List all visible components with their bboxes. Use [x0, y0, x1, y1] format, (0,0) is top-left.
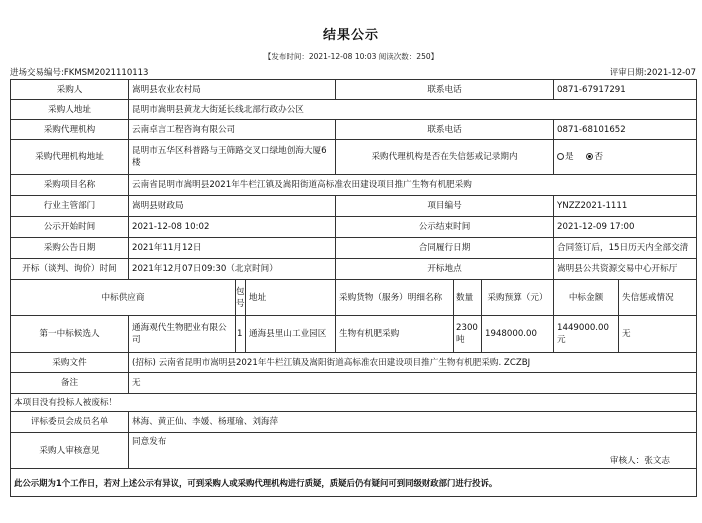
footer-note: 此公示期为1个工作日，若对上述公示有异议，可到采购人或采购代理机构进行质疑，质疑后仍有疑问可到同级财政部门进行投诉。: [11, 469, 697, 497]
trade-number: 进场交易编号:FKMSM2021110113: [10, 68, 149, 78]
radio-selected-icon: [586, 153, 593, 160]
row-agency-address: [11, 140, 697, 175]
row-purchaser: [11, 80, 697, 100]
end-time-value: 2021-12-09 17:00: [554, 217, 697, 238]
candidate-address: 通海县里山工业园区: [246, 316, 336, 353]
agency-phone: 0871-68101652: [554, 120, 697, 140]
candidate-budget: 1948000.00: [482, 316, 554, 353]
documents-label: 采购文件: [11, 353, 129, 373]
purchaser-address-label: 采购人地址: [11, 100, 129, 120]
opening-place-value: 嵩明县公共资源交易中心开标厅: [554, 259, 697, 280]
agency-value: 云南卓言工程咨询有限公司: [129, 120, 336, 140]
agency-phone-label: 联系电话: [336, 120, 554, 140]
row-documents: [11, 353, 697, 373]
contract-date-label: 合同履行日期: [336, 238, 554, 259]
candidate-rank: 第一中标候选人: [11, 316, 129, 353]
department-label: 行业主管部门: [11, 196, 129, 217]
publish-info: 【发布时间：2021-12-08 10:03 阅读次数：250】: [263, 52, 439, 61]
agency-label: 采购代理机构: [11, 120, 129, 140]
opinion-cell: [129, 433, 697, 469]
bid-table-row: [11, 316, 697, 353]
opening-time-label: 开标（谈判、询价）时间: [11, 259, 129, 280]
credit-check-label: 采购代理机构是否在失信惩戒记录期内: [336, 140, 554, 175]
notice-date-value: 2021年11月12日: [129, 238, 336, 259]
row-remarks: [11, 373, 697, 394]
remarks-label: 备注: [11, 373, 129, 394]
purchaser-label: 采购人: [11, 80, 129, 100]
project-number-value: YNZZ2021-1111: [554, 196, 697, 217]
opening-place-label: 开标地点: [336, 259, 554, 280]
header-goods: 采购货物（服务）明细名称: [336, 280, 454, 316]
row-department: [11, 196, 697, 217]
start-time-value: 2021-12-08 10:02: [129, 217, 336, 238]
purchaser-address-value: 昆明市嵩明县黄龙大街延长线北部行政办公区: [129, 100, 697, 120]
purchaser-phone: 0871-67917291: [554, 80, 697, 100]
review-date: 评审日期:2021-12-07: [609, 68, 696, 78]
department-value: 嵩明县财政局: [129, 196, 336, 217]
result-table: [10, 79, 697, 497]
start-time-label: 公示开始时间: [11, 217, 129, 238]
header-amount: 中标金额: [554, 280, 619, 316]
candidate-goods: 生物有机肥采购: [336, 316, 454, 353]
purchaser-phone-label: 联系电话: [336, 80, 554, 100]
committee-value: 林海、黄正仙、李媛、杨瑾瑜、刘海萍: [129, 412, 697, 433]
candidate-supplier: 通海观代生物肥业有限公司: [129, 316, 236, 353]
committee-label: 评标委员会成员名单: [11, 412, 129, 433]
end-time-label: 公示结束时间: [336, 217, 554, 238]
project-name-label: 采购项目名称: [11, 175, 129, 196]
row-footer-note: [11, 469, 697, 497]
agency-address-value: 昆明市五华区科普路与王筛路交叉口绿地创海大厦6楼: [129, 140, 336, 175]
opinion-label: 采购人审核意见: [11, 433, 129, 469]
row-opinion: [11, 433, 697, 469]
contract-date-value: 合同签订后，15日历天内全部交清: [554, 238, 697, 259]
row-publicity-period: [11, 217, 697, 238]
header-package: 包号: [236, 280, 246, 316]
candidate-package: 1: [236, 316, 246, 353]
candidate-quantity: 2300吨: [454, 316, 482, 353]
page-title: 结果公示: [322, 28, 379, 43]
project-number-label: 项目编号: [336, 196, 554, 217]
documents-link[interactable]: (招标) 云南省昆明市嵩明县2021年牛栏江镇及嵩阳街道高标准农田建设项目推广生物有机肥采购. ZCZBJ: [129, 353, 697, 373]
opening-time-value: 2021年12月07日09:30（北京时间）: [129, 259, 336, 280]
bid-table-header: [11, 280, 697, 316]
credit-check-options: [554, 140, 697, 175]
credit-option-yes[interactable]: 是: [557, 152, 574, 162]
row-project-name: [11, 175, 697, 196]
row-notice-date: [11, 238, 697, 259]
row-opening: [11, 259, 697, 280]
credit-option-no[interactable]: 否: [586, 152, 603, 162]
notice-date-label: 采购公告日期: [11, 238, 129, 259]
radio-icon: [557, 153, 564, 160]
header-address: 地址: [246, 280, 336, 316]
purchaser-value: 嵩明县农业农村局: [129, 80, 336, 100]
candidate-amount: 1449000.00元: [554, 316, 619, 353]
row-purchaser-address: [11, 100, 697, 120]
agency-address-label: 采购代理机构地址: [11, 140, 129, 175]
opinion-value: 同意发布: [132, 437, 167, 447]
no-bid-note: 本项目没有投标人被废标！: [11, 394, 697, 412]
row-agency: [11, 120, 697, 140]
row-no-bid-note: [11, 394, 697, 412]
header-supplier: 中标供应商: [11, 280, 236, 316]
header-budget: 采购预算（元）: [482, 280, 554, 316]
header-quantity: 数量: [454, 280, 482, 316]
meta-row: [10, 66, 696, 78]
remarks-value: 无: [129, 373, 697, 394]
header-credit: 失信惩戒情况: [619, 280, 697, 316]
project-name-value: 云南省昆明市嵩明县2021年牛栏江镇及嵩阳街道高标准农田建设项目推广生物有机肥采购: [129, 175, 697, 196]
row-committee: [11, 412, 697, 433]
candidate-credit: 无: [619, 316, 697, 353]
auditor-signature: 审核人：张文志: [609, 456, 671, 466]
